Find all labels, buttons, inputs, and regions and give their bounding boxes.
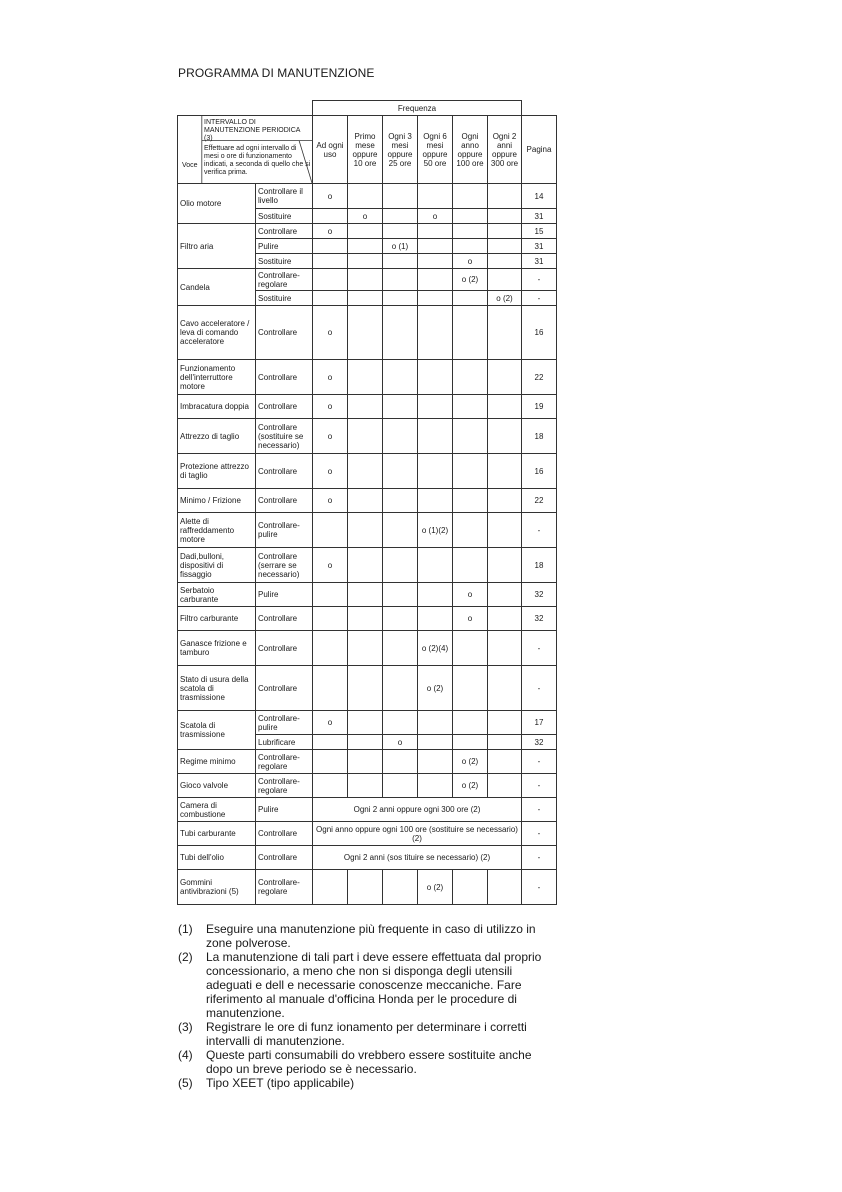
frequency-mark-cell	[418, 269, 453, 291]
frequency-mark-cell	[348, 291, 383, 306]
table-row	[178, 224, 557, 239]
frequency-mark-cell	[383, 711, 418, 735]
col-header-4: Ogni anno oppure 100 ore	[453, 116, 488, 184]
frequency-mark-cell	[418, 454, 453, 489]
frequency-mark-cell	[383, 631, 418, 666]
action-cell: Controllare	[256, 822, 313, 846]
frequency-mark-cell	[313, 735, 348, 750]
frequency-mark-cell	[348, 184, 383, 209]
page-number-cell: 17	[522, 711, 557, 735]
frequency-mark-cell	[453, 184, 488, 209]
frequency-mark-cell	[313, 774, 348, 798]
frequency-mark-cell: o	[313, 224, 348, 239]
frequency-mark-cell	[488, 360, 522, 395]
frequency-mark-cell	[348, 750, 383, 774]
frequency-mark-cell	[488, 419, 522, 454]
frequency-mark-cell	[488, 631, 522, 666]
page-number-cell: 16	[522, 454, 557, 489]
frequency-mark-cell	[348, 607, 383, 631]
footnote-text: Eseguire una manutenzione più frequente in caso di utilizzo in zone polverose.	[206, 922, 536, 950]
frequency-mark-cell	[348, 774, 383, 798]
frequency-mark-cell	[488, 184, 522, 209]
action-cell: Controllare	[256, 454, 313, 489]
interval-label: INTERVALLO DI MANUTENZIONE PERIODICA (3)	[204, 119, 301, 142]
page-number-cell: 22	[522, 489, 557, 513]
table-row	[178, 774, 557, 798]
frequency-mark-cell	[453, 489, 488, 513]
frequency-mark-cell	[348, 454, 383, 489]
action-cell: Pulire	[256, 239, 313, 254]
frequency-mark-cell: o (2)	[453, 750, 488, 774]
frequency-mark-cell	[488, 454, 522, 489]
frequency-mark-cell	[453, 454, 488, 489]
frequency-mark-cell	[348, 395, 383, 419]
frequency-mark-cell	[313, 631, 348, 666]
frequency-mark-cell: o	[313, 184, 348, 209]
frequency-mark-cell	[383, 224, 418, 239]
interval-span-cell: Ogni 2 anni (sos tituire se necessario) (2)	[313, 846, 522, 870]
frequency-mark-cell: o (2)	[453, 269, 488, 291]
frequency-mark-cell	[383, 583, 418, 607]
header-blank	[178, 101, 313, 116]
frequency-mark-cell	[488, 711, 522, 735]
frequency-mark-cell	[313, 513, 348, 548]
frequency-mark-cell	[453, 419, 488, 454]
frequency-mark-cell	[488, 395, 522, 419]
interval-span-cell: Ogni anno oppure ogni 100 ore (sostituire se necessario) (2)	[313, 822, 522, 846]
frequency-mark-cell: o (2)	[418, 666, 453, 711]
col-header-3: Ogni 6 mesi oppure 50 ore	[418, 116, 453, 184]
action-cell: Controllare-pulire	[256, 711, 313, 735]
action-cell: Sostituire	[256, 254, 313, 269]
frequency-mark-cell	[418, 419, 453, 454]
table-row	[178, 666, 557, 711]
table-row	[178, 306, 557, 360]
frequency-mark-cell	[453, 631, 488, 666]
interval-span-cell: Ogni 2 anni oppure ogni 300 ore (2)	[313, 798, 522, 822]
action-cell: Controllare-regolare	[256, 870, 313, 905]
frequency-mark-cell	[383, 454, 418, 489]
frequency-mark-cell	[383, 666, 418, 711]
page-number-cell: -	[522, 666, 557, 711]
table-row	[178, 548, 557, 583]
frequency-mark-cell	[383, 607, 418, 631]
action-cell: Controllare (serrare se necessario)	[256, 548, 313, 583]
frequency-mark-cell	[313, 291, 348, 306]
frequency-mark-cell	[453, 395, 488, 419]
frequency-mark-cell	[313, 870, 348, 905]
table-row	[178, 454, 557, 489]
footnote-text: La manutenzione di tali part i deve essere effettuata dal proprio concessionario, a meno che non si disponga degli utensili adeguati e dell e necessarie conoscenze meccaniche. Fare riferimento al manuale d'officina Honda per le procedure di manutenzione.	[206, 950, 542, 1020]
table-row	[178, 798, 557, 822]
maintenance-schedule-table	[177, 100, 557, 905]
item-cell: Scatola di trasmissione	[178, 711, 256, 750]
frequency-mark-cell	[313, 239, 348, 254]
page-column-header: Pagina	[522, 116, 557, 184]
page-number-cell: -	[522, 269, 557, 291]
item-cell: Imbracatura doppia	[178, 395, 256, 419]
action-cell: Controllare	[256, 846, 313, 870]
table-row	[178, 184, 557, 209]
frequency-mark-cell	[313, 607, 348, 631]
item-cell: Serbatoio carburante	[178, 583, 256, 607]
action-cell: Lubrificare	[256, 735, 313, 750]
action-cell: Sostituire	[256, 291, 313, 306]
frequency-mark-cell	[313, 666, 348, 711]
footnote	[178, 1020, 546, 1048]
frequency-mark-cell	[418, 735, 453, 750]
page-number-cell: 32	[522, 607, 557, 631]
action-cell: Pulire	[256, 798, 313, 822]
frequency-mark-cell: o	[453, 583, 488, 607]
frequency-mark-cell	[383, 306, 418, 360]
frequency-mark-cell: o	[313, 419, 348, 454]
frequency-mark-cell	[383, 419, 418, 454]
item-cell: Attrezzo di taglio	[178, 419, 256, 454]
action-cell: Controllare	[256, 306, 313, 360]
frequency-mark-cell	[488, 735, 522, 750]
frequency-mark-cell	[383, 209, 418, 224]
frequency-mark-cell	[453, 711, 488, 735]
frequency-mark-cell	[383, 513, 418, 548]
frequency-mark-cell: o (1)(2)	[418, 513, 453, 548]
item-cell: Regime minimo	[178, 750, 256, 774]
frequency-mark-cell	[453, 291, 488, 306]
footnote-number: (2)	[178, 950, 193, 964]
page-number-cell: 16	[522, 306, 557, 360]
frequency-mark-cell	[383, 870, 418, 905]
table-row	[178, 631, 557, 666]
item-column-label: Voce	[182, 162, 198, 169]
action-cell: Controllare	[256, 360, 313, 395]
frequency-mark-cell	[488, 239, 522, 254]
page-number-cell: -	[522, 750, 557, 774]
frequency-mark-cell	[453, 513, 488, 548]
col-header-2: Ogni 3 mesi oppure 25 ore	[383, 116, 418, 184]
frequency-mark-cell	[348, 224, 383, 239]
frequency-mark-cell	[488, 607, 522, 631]
footnotes	[178, 922, 546, 1090]
col-header-1: Primo mese oppure 10 ore	[348, 116, 383, 184]
item-cell: Ganasce frizione e tamburo	[178, 631, 256, 666]
frequency-mark-cell	[488, 583, 522, 607]
action-cell: Controllare	[256, 489, 313, 513]
frequency-mark-cell	[348, 239, 383, 254]
action-cell: Controllare (sostituire se necessario)	[256, 419, 313, 454]
frequency-mark-cell	[418, 224, 453, 239]
item-cell: Gioco valvole	[178, 774, 256, 798]
frequency-mark-cell	[313, 750, 348, 774]
frequency-mark-cell	[348, 419, 383, 454]
frequency-mark-cell	[488, 269, 522, 291]
frequency-mark-cell	[348, 631, 383, 666]
frequency-mark-cell	[488, 774, 522, 798]
frequency-mark-cell: o	[313, 711, 348, 735]
footnote-number: (5)	[178, 1076, 193, 1090]
col-header-5: Ogni 2 anni oppure 300 ore	[488, 116, 522, 184]
page-number-cell: -	[522, 774, 557, 798]
frequency-mark-cell	[488, 513, 522, 548]
frequency-mark-cell: o (2)	[418, 870, 453, 905]
frequency-mark-cell	[348, 870, 383, 905]
frequency-mark-cell: o (1)	[383, 239, 418, 254]
action-cell: Controllare il livello	[256, 184, 313, 209]
frequency-mark-cell	[488, 870, 522, 905]
frequency-mark-cell	[418, 254, 453, 269]
frequency-mark-cell	[453, 548, 488, 583]
frequency-mark-cell: o	[313, 454, 348, 489]
frequency-mark-cell	[418, 583, 453, 607]
table-row	[178, 711, 557, 735]
frequency-mark-cell	[453, 735, 488, 750]
frequency-mark-cell	[418, 711, 453, 735]
footnote-number: (4)	[178, 1048, 193, 1062]
item-cell: Alette di raffreddamento motore	[178, 513, 256, 548]
frequency-mark-cell	[348, 306, 383, 360]
frequency-mark-cell: o	[453, 254, 488, 269]
frequency-mark-cell: o	[313, 548, 348, 583]
frequency-mark-cell: o	[313, 395, 348, 419]
frequency-mark-cell	[313, 583, 348, 607]
frequency-mark-cell	[418, 774, 453, 798]
page-number-cell: 22	[522, 360, 557, 395]
frequency-mark-cell	[488, 224, 522, 239]
page-number-cell: -	[522, 513, 557, 548]
action-cell: Controllare-pulire	[256, 513, 313, 548]
item-cell: Filtro aria	[178, 224, 256, 269]
table-row	[178, 846, 557, 870]
page-number-cell: 31	[522, 209, 557, 224]
footnote	[178, 1048, 546, 1076]
frequency-mark-cell: o (2)	[488, 291, 522, 306]
frequency-mark-cell	[418, 360, 453, 395]
frequency-mark-cell	[348, 735, 383, 750]
frequency-mark-cell	[453, 224, 488, 239]
frequency-mark-cell	[348, 548, 383, 583]
action-cell: Pulire	[256, 583, 313, 607]
table-row	[178, 583, 557, 607]
frequency-mark-cell	[383, 254, 418, 269]
table-row	[178, 419, 557, 454]
frequency-mark-cell	[348, 269, 383, 291]
col-header-0: Ad ogni uso	[313, 116, 348, 184]
frequency-mark-cell: o	[313, 306, 348, 360]
frequency-mark-cell	[488, 209, 522, 224]
item-cell: Dadi,bulloni, dispositivi di fissaggio	[178, 548, 256, 583]
frequency-mark-cell	[348, 513, 383, 548]
frequency-mark-cell	[488, 254, 522, 269]
item-cell: Funzionamento dell'interruttore motore	[178, 360, 256, 395]
footnote-text: Queste parti consumabili do vrebbero essere sostituite anche dopo un breve periodo se è necessario.	[206, 1048, 532, 1076]
table-row	[178, 870, 557, 905]
frequency-mark-cell	[348, 489, 383, 513]
frequency-mark-cell	[383, 774, 418, 798]
page-number-cell: -	[522, 798, 557, 822]
page-number-cell: 31	[522, 254, 557, 269]
page-number-cell: -	[522, 870, 557, 905]
page-number-cell: -	[522, 846, 557, 870]
frequency-mark-cell	[453, 870, 488, 905]
frequency-mark-cell	[453, 360, 488, 395]
table-row	[178, 822, 557, 846]
action-cell: Controllare	[256, 666, 313, 711]
page-number-cell: -	[522, 822, 557, 846]
frequency-mark-cell	[383, 489, 418, 513]
frequency-mark-cell	[313, 254, 348, 269]
footnote-number: (3)	[178, 1020, 193, 1034]
page-number-cell: 31	[522, 239, 557, 254]
frequency-mark-cell: o	[453, 607, 488, 631]
footnote	[178, 1076, 546, 1090]
frequency-mark-cell: o	[418, 209, 453, 224]
item-cell: Minimo / Frizione	[178, 489, 256, 513]
frequency-mark-cell	[418, 306, 453, 360]
frequency-mark-cell	[418, 607, 453, 631]
table-row	[178, 269, 557, 291]
page-number-cell: 32	[522, 735, 557, 750]
frequency-mark-cell	[418, 239, 453, 254]
action-cell: Sostituire	[256, 209, 313, 224]
frequency-mark-cell	[488, 306, 522, 360]
item-cell: Filtro carburante	[178, 607, 256, 631]
frequency-mark-cell	[383, 750, 418, 774]
frequency-mark-cell	[488, 548, 522, 583]
footnote-number: (1)	[178, 922, 193, 936]
frequency-mark-cell	[383, 360, 418, 395]
frequency-mark-cell	[418, 489, 453, 513]
frequency-mark-cell	[348, 254, 383, 269]
frequency-mark-cell	[488, 489, 522, 513]
page-title: PROGRAMMA DI MANUTENZIONE	[178, 66, 375, 80]
item-cell: Gommini antivibrazioni (5)	[178, 870, 256, 905]
frequency-mark-cell	[453, 666, 488, 711]
footnote	[178, 950, 546, 1020]
frequency-mark-cell	[383, 291, 418, 306]
page-number-cell: 19	[522, 395, 557, 419]
frequency-mark-cell	[383, 548, 418, 583]
footnote-text: Registrare le ore di funz ionamento per determinare i corretti intervalli di manutenzione.	[206, 1020, 527, 1048]
frequency-mark-cell: o	[383, 735, 418, 750]
footnote-text: Tipo XEET (tipo applicabile)	[206, 1076, 355, 1090]
frequency-mark-cell: o (2)	[453, 774, 488, 798]
action-cell: Controllare	[256, 607, 313, 631]
frequency-mark-cell	[383, 184, 418, 209]
table-row	[178, 750, 557, 774]
frequency-mark-cell	[488, 750, 522, 774]
frequency-mark-cell	[383, 269, 418, 291]
item-cell: Candela	[178, 269, 256, 306]
frequency-mark-cell	[313, 209, 348, 224]
frequency-mark-cell: o (2)(4)	[418, 631, 453, 666]
item-cell: Protezione attrezzo di taglio	[178, 454, 256, 489]
footnote	[178, 922, 546, 950]
frequency-mark-cell: o	[313, 489, 348, 513]
action-cell: Controllare	[256, 224, 313, 239]
frequency-mark-cell: o	[313, 360, 348, 395]
frequency-mark-cell	[418, 291, 453, 306]
frequency-mark-cell	[348, 666, 383, 711]
header-corner	[178, 116, 313, 184]
page-number-cell: 18	[522, 419, 557, 454]
frequency-mark-cell	[453, 239, 488, 254]
item-cell: Camera di combustione	[178, 798, 256, 822]
frequency-header: Frequenza	[313, 101, 522, 116]
frequency-mark-cell	[348, 583, 383, 607]
frequency-mark-cell	[383, 395, 418, 419]
action-cell: Controllare	[256, 631, 313, 666]
frequency-mark-cell	[313, 269, 348, 291]
frequency-mark-cell	[418, 395, 453, 419]
action-cell: Controllare-regolare	[256, 750, 313, 774]
frequency-mark-cell	[488, 666, 522, 711]
frequency-mark-cell	[453, 306, 488, 360]
table-row	[178, 395, 557, 419]
table-row	[178, 360, 557, 395]
table-row	[178, 607, 557, 631]
page-number-cell: 14	[522, 184, 557, 209]
interval-instruction: Effettuare ad ogni intervallo di mesi o ore di funzionamento indicati, a seconda di quello che si verifica prima.	[204, 145, 311, 176]
item-cell: Olio motore	[178, 184, 256, 224]
frequency-mark-cell	[418, 184, 453, 209]
header-blank-right	[522, 101, 557, 116]
item-cell: Tubi dell'olio	[178, 846, 256, 870]
action-cell: Controllare-regolare	[256, 269, 313, 291]
page-number-cell: 18	[522, 548, 557, 583]
item-cell: Stato di usura della scatola di trasmissione	[178, 666, 256, 711]
frequency-mark-cell	[418, 548, 453, 583]
item-cell: Cavo acceleratore / leva di comando acceleratore	[178, 306, 256, 360]
frequency-mark-cell	[453, 209, 488, 224]
page-number-cell: 32	[522, 583, 557, 607]
frequency-mark-cell	[348, 711, 383, 735]
action-cell: Controllare-regolare	[256, 774, 313, 798]
table-row	[178, 513, 557, 548]
action-cell: Controllare	[256, 395, 313, 419]
page-number-cell: -	[522, 631, 557, 666]
frequency-mark-cell	[348, 360, 383, 395]
page-number-cell: 15	[522, 224, 557, 239]
table-row	[178, 489, 557, 513]
frequency-mark-cell	[418, 750, 453, 774]
page-number-cell: -	[522, 291, 557, 306]
frequency-mark-cell: o	[348, 209, 383, 224]
item-cell: Tubi carburante	[178, 822, 256, 846]
